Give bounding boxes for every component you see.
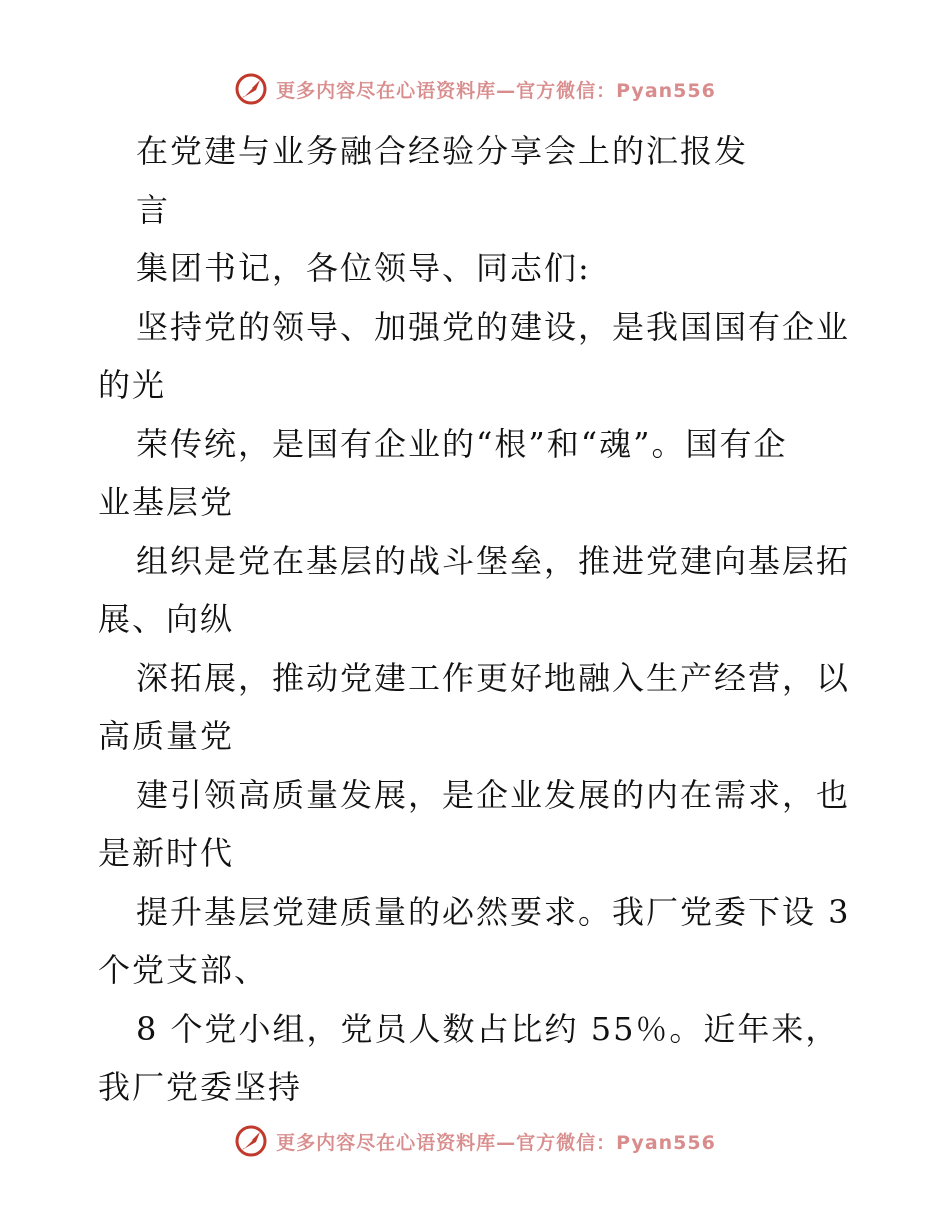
watermark-header [0, 72, 950, 106]
text-line: 在党建与业务融合经验分享会上的汇报发 [136, 132, 749, 170]
text-line: 组织是党在基层的战斗堡垒，推进党建向基层拓 [136, 541, 851, 580]
text-line: 的光 [98, 366, 167, 404]
text-line: 提升基层党建质量的必然要求。我厂党委下设 3 [136, 892, 851, 931]
quill-logo-icon [234, 72, 268, 106]
watermark-footer [0, 1124, 950, 1158]
text-line: 建引领高质量发展，是企业发展的内在需求，也 [136, 775, 851, 814]
text-line: 是新时代 [98, 834, 235, 872]
text-line: 集团书记，各位领导、同志们: [136, 249, 591, 287]
document-body [98, 122, 858, 1117]
text-line: 个党支部、 [98, 951, 269, 989]
text-line: 荣传统，是国有企业的“根”和“魂”。国有企 [136, 424, 788, 463]
text-line: 坚持党的领导、加强党的建设，是我国国有企业 [136, 307, 851, 346]
text-line: 8 个党小组，党员人数占比约 55％。近年来， [136, 1009, 840, 1048]
text-line: 业基层党 [98, 483, 235, 521]
text-line: 我厂党委坚持 [98, 1068, 303, 1106]
text-line: 言 [136, 190, 171, 229]
text-line: 展、向纵 [98, 600, 235, 638]
text-line: 深拓展，推动党建工作更好地融入生产经营，以 [136, 658, 851, 697]
quill-logo-icon [234, 1124, 268, 1158]
watermark-text: 更多内容尽在心语资料库—官方微信：Pyan556 [276, 1131, 716, 1154]
watermark-text: 更多内容尽在心语资料库—官方微信：Pyan556 [276, 79, 716, 102]
text-line: 高质量党 [98, 717, 235, 755]
